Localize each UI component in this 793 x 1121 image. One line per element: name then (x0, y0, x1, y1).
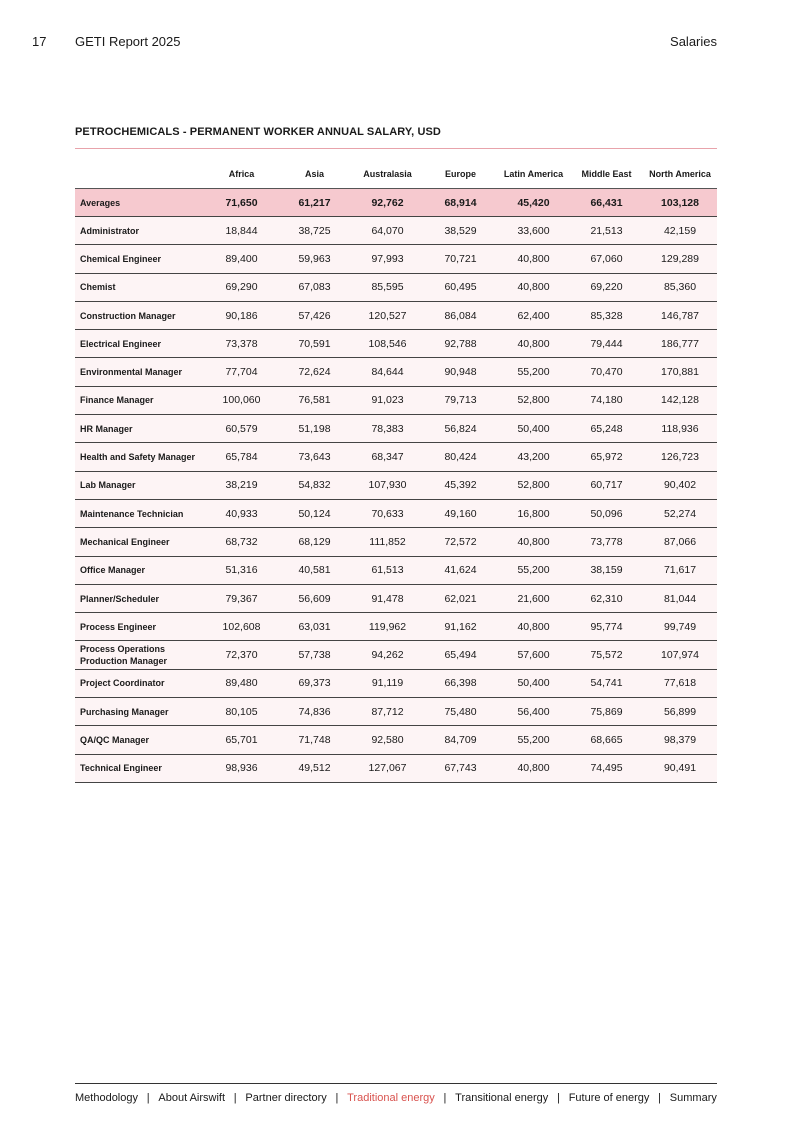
table-row (75, 726, 717, 754)
salary-cell: 81,044 (643, 584, 717, 612)
footer-nav-partner-directory[interactable]: Partner directory (245, 1092, 327, 1104)
salary-cell: 95,774 (570, 613, 643, 641)
salary-cell: 89,400 (205, 245, 278, 273)
salary-cell: 74,836 (278, 698, 351, 726)
salary-cell: 72,572 (424, 528, 497, 556)
salary-cell: 75,572 (570, 641, 643, 669)
salary-cell: 67,083 (278, 273, 351, 301)
table-row (75, 584, 717, 612)
salary-cell: 70,591 (278, 330, 351, 358)
salary-cell: 91,023 (351, 386, 424, 414)
column-header: Australasia (351, 160, 424, 189)
page-number: 17 (32, 34, 47, 49)
salary-cell: 62,021 (424, 584, 497, 612)
salary-cell: 54,832 (278, 471, 351, 499)
salary-cell: 75,869 (570, 698, 643, 726)
salary-cell: 42,159 (643, 217, 717, 245)
salary-cell: 60,717 (570, 471, 643, 499)
salary-cell: 65,701 (205, 726, 278, 754)
table-row (75, 415, 717, 443)
salary-cell: 56,400 (497, 698, 570, 726)
salary-cell: 89,480 (205, 669, 278, 697)
salary-cell: 61,217 (278, 189, 351, 217)
table-row (75, 528, 717, 556)
column-header: Africa (205, 160, 278, 189)
salary-cell: 108,546 (351, 330, 424, 358)
role-cell: Lab Manager (75, 471, 205, 499)
role-cell: Electrical Engineer (75, 330, 205, 358)
salary-cell: 70,633 (351, 499, 424, 527)
salary-cell: 75,480 (424, 698, 497, 726)
column-header: North America (643, 160, 717, 189)
nav-separator: | (443, 1092, 447, 1104)
title-divider (75, 148, 717, 149)
role-cell: Finance Manager (75, 386, 205, 414)
salary-cell: 33,600 (497, 217, 570, 245)
salary-cell: 85,328 (570, 301, 643, 329)
salary-cell: 71,748 (278, 726, 351, 754)
salary-cell: 170,881 (643, 358, 717, 386)
salary-cell: 55,200 (497, 726, 570, 754)
table-row (75, 556, 717, 584)
footer-nav-summary[interactable]: Summary (669, 1092, 717, 1104)
salary-cell: 129,289 (643, 245, 717, 273)
salary-cell: 68,732 (205, 528, 278, 556)
salary-cell: 38,159 (570, 556, 643, 584)
salary-cell: 74,180 (570, 386, 643, 414)
salary-cell: 43,200 (497, 443, 570, 471)
salary-cell: 127,067 (351, 754, 424, 782)
salary-cell: 66,398 (424, 669, 497, 697)
role-cell: QA/QC Manager (75, 726, 205, 754)
table-row (75, 443, 717, 471)
column-header: Latin America (497, 160, 570, 189)
salary-cell: 56,824 (424, 415, 497, 443)
table-row (75, 471, 717, 499)
salary-cell: 45,392 (424, 471, 497, 499)
salary-cell: 107,974 (643, 641, 717, 669)
table-row (75, 613, 717, 641)
salary-cell: 52,800 (497, 386, 570, 414)
salary-cell: 98,936 (205, 754, 278, 782)
salary-cell: 55,200 (497, 556, 570, 584)
table-row (75, 641, 717, 669)
salary-cell: 98,379 (643, 726, 717, 754)
salary-cell: 38,725 (278, 217, 351, 245)
salary-cell: 16,800 (497, 499, 570, 527)
salary-cell: 65,972 (570, 443, 643, 471)
salary-cell: 92,762 (351, 189, 424, 217)
averages-row (75, 189, 717, 217)
salary-cell: 78,383 (351, 415, 424, 443)
table-row (75, 499, 717, 527)
salary-cell: 62,400 (497, 301, 570, 329)
footer-nav-traditional-energy[interactable]: Traditional energy (347, 1092, 435, 1104)
role-cell: HR Manager (75, 415, 205, 443)
salary-cell: 97,993 (351, 245, 424, 273)
salary-cell: 87,066 (643, 528, 717, 556)
salary-cell: 120,527 (351, 301, 424, 329)
table-body (75, 189, 717, 783)
role-cell: Mechanical Engineer (75, 528, 205, 556)
role-cell: Office Manager (75, 556, 205, 584)
salary-cell: 92,788 (424, 330, 497, 358)
table-title: PETROCHEMICALS - PERMANENT WORKER ANNUAL SALARY, USD (75, 126, 441, 138)
report-title: GETI Report 2025 (75, 34, 181, 49)
role-cell: Environmental Manager (75, 358, 205, 386)
salary-cell: 68,129 (278, 528, 351, 556)
role-cell: Averages (75, 189, 205, 217)
salary-cell: 65,248 (570, 415, 643, 443)
table-row (75, 386, 717, 414)
role-cell: Health and Safety Manager (75, 443, 205, 471)
nav-separator: | (146, 1092, 150, 1104)
table-row (75, 698, 717, 726)
salary-cell: 84,644 (351, 358, 424, 386)
salary-cell: 77,704 (205, 358, 278, 386)
salary-cell: 55,200 (497, 358, 570, 386)
salary-cell: 119,962 (351, 613, 424, 641)
salary-cell: 40,800 (497, 613, 570, 641)
table-row (75, 217, 717, 245)
salary-cell: 52,274 (643, 499, 717, 527)
salary-cell: 60,495 (424, 273, 497, 301)
salary-cell: 59,963 (278, 245, 351, 273)
role-cell: Process Operations Production Manager (75, 641, 205, 669)
salary-cell: 57,426 (278, 301, 351, 329)
salary-cell: 21,600 (497, 584, 570, 612)
salary-cell: 94,262 (351, 641, 424, 669)
salary-cell: 76,581 (278, 386, 351, 414)
table-row (75, 358, 717, 386)
salary-cell: 61,513 (351, 556, 424, 584)
salary-cell: 146,787 (643, 301, 717, 329)
salary-cell: 91,119 (351, 669, 424, 697)
footer-nav-transitional-energy[interactable]: Transitional energy (455, 1092, 549, 1104)
role-cell: Technical Engineer (75, 754, 205, 782)
role-cell: Planner/Scheduler (75, 584, 205, 612)
salary-cell: 90,948 (424, 358, 497, 386)
column-header: Middle East (570, 160, 643, 189)
table-row (75, 245, 717, 273)
salary-cell: 79,444 (570, 330, 643, 358)
salary-cell: 50,096 (570, 499, 643, 527)
section-name: Salaries (670, 34, 717, 49)
salary-cell: 69,290 (205, 273, 278, 301)
salary-cell: 51,316 (205, 556, 278, 584)
salary-cell: 40,800 (497, 330, 570, 358)
column-header: Asia (278, 160, 351, 189)
role-cell: Purchasing Manager (75, 698, 205, 726)
salary-cell: 50,400 (497, 415, 570, 443)
salary-cell: 57,600 (497, 641, 570, 669)
salary-cell: 45,420 (497, 189, 570, 217)
salary-cell: 92,580 (351, 726, 424, 754)
salary-cell: 71,617 (643, 556, 717, 584)
salary-cell: 79,713 (424, 386, 497, 414)
salary-cell: 87,712 (351, 698, 424, 726)
salary-cell: 72,370 (205, 641, 278, 669)
salary-cell: 60,579 (205, 415, 278, 443)
role-cell: Chemical Engineer (75, 245, 205, 273)
salary-cell: 72,624 (278, 358, 351, 386)
salary-cell: 50,400 (497, 669, 570, 697)
footer-nav-about-airswift[interactable]: About Airswift (158, 1092, 226, 1104)
nav-separator: | (557, 1092, 560, 1104)
salary-cell: 142,128 (643, 386, 717, 414)
salary-cell: 54,741 (570, 669, 643, 697)
salary-cell: 100,060 (205, 386, 278, 414)
salary-cell: 69,220 (570, 273, 643, 301)
salary-cell: 126,723 (643, 443, 717, 471)
nav-separator: | (233, 1092, 237, 1104)
salary-cell: 21,513 (570, 217, 643, 245)
salary-cell: 91,162 (424, 613, 497, 641)
footer-divider (75, 1083, 717, 1084)
footer-nav (75, 1092, 717, 1104)
table-row (75, 273, 717, 301)
salary-cell: 49,512 (278, 754, 351, 782)
salary-cell: 68,665 (570, 726, 643, 754)
salary-cell: 57,738 (278, 641, 351, 669)
salary-cell: 65,784 (205, 443, 278, 471)
nav-separator: | (335, 1092, 339, 1104)
salary-cell: 84,709 (424, 726, 497, 754)
salary-cell: 38,529 (424, 217, 497, 245)
salary-cell: 65,494 (424, 641, 497, 669)
salary-cell: 107,930 (351, 471, 424, 499)
salary-cell: 67,060 (570, 245, 643, 273)
salary-cell: 90,186 (205, 301, 278, 329)
column-header-role (75, 160, 205, 189)
salary-cell: 102,608 (205, 613, 278, 641)
salary-cell: 64,070 (351, 217, 424, 245)
role-cell: Chemist (75, 273, 205, 301)
salary-cell: 67,743 (424, 754, 497, 782)
salary-cell: 40,800 (497, 528, 570, 556)
table-row (75, 669, 717, 697)
salary-cell: 68,347 (351, 443, 424, 471)
salary-cell: 52,800 (497, 471, 570, 499)
salary-cell: 40,800 (497, 754, 570, 782)
column-header: Europe (424, 160, 497, 189)
salary-cell: 40,581 (278, 556, 351, 584)
salary-cell: 77,618 (643, 669, 717, 697)
role-cell: Process Engineer (75, 613, 205, 641)
salary-cell: 63,031 (278, 613, 351, 641)
salary-cell: 70,470 (570, 358, 643, 386)
role-cell: Maintenance Technician (75, 499, 205, 527)
salary-cell: 41,624 (424, 556, 497, 584)
salary-cell: 90,491 (643, 754, 717, 782)
table-row (75, 330, 717, 358)
salary-cell: 71,650 (205, 189, 278, 217)
table-row (75, 301, 717, 329)
page-header (0, 34, 793, 52)
salary-cell: 186,777 (643, 330, 717, 358)
salary-cell: 111,852 (351, 528, 424, 556)
salary-cell: 91,478 (351, 584, 424, 612)
salary-cell: 85,360 (643, 273, 717, 301)
salary-cell: 70,721 (424, 245, 497, 273)
salary-cell: 40,800 (497, 245, 570, 273)
salary-cell: 68,914 (424, 189, 497, 217)
salary-cell: 50,124 (278, 499, 351, 527)
salary-cell: 73,778 (570, 528, 643, 556)
role-cell: Construction Manager (75, 301, 205, 329)
salary-cell: 79,367 (205, 584, 278, 612)
salary-cell: 51,198 (278, 415, 351, 443)
footer-nav-future-of-energy[interactable]: Future of energy (568, 1092, 650, 1104)
salary-cell: 80,424 (424, 443, 497, 471)
salary-cell: 40,933 (205, 499, 278, 527)
salary-cell: 56,899 (643, 698, 717, 726)
role-cell: Administrator (75, 217, 205, 245)
salary-cell: 73,378 (205, 330, 278, 358)
salary-cell: 38,219 (205, 471, 278, 499)
role-cell: Project Coordinator (75, 669, 205, 697)
salary-cell: 69,373 (278, 669, 351, 697)
footer-nav-methodology[interactable]: Methodology (75, 1092, 138, 1104)
salary-cell: 118,936 (643, 415, 717, 443)
salary-cell: 99,749 (643, 613, 717, 641)
salary-cell: 73,643 (278, 443, 351, 471)
salary-cell: 90,402 (643, 471, 717, 499)
salary-cell: 40,800 (497, 273, 570, 301)
salary-cell: 66,431 (570, 189, 643, 217)
salary-cell: 56,609 (278, 584, 351, 612)
table-header-row (75, 160, 717, 189)
salary-table (75, 160, 717, 783)
salary-cell: 86,084 (424, 301, 497, 329)
salary-cell: 80,105 (205, 698, 278, 726)
salary-cell: 74,495 (570, 754, 643, 782)
salary-cell: 49,160 (424, 499, 497, 527)
nav-separator: | (658, 1092, 662, 1104)
table-row (75, 754, 717, 782)
salary-cell: 103,128 (643, 189, 717, 217)
salary-cell: 18,844 (205, 217, 278, 245)
salary-cell: 62,310 (570, 584, 643, 612)
salary-cell: 85,595 (351, 273, 424, 301)
